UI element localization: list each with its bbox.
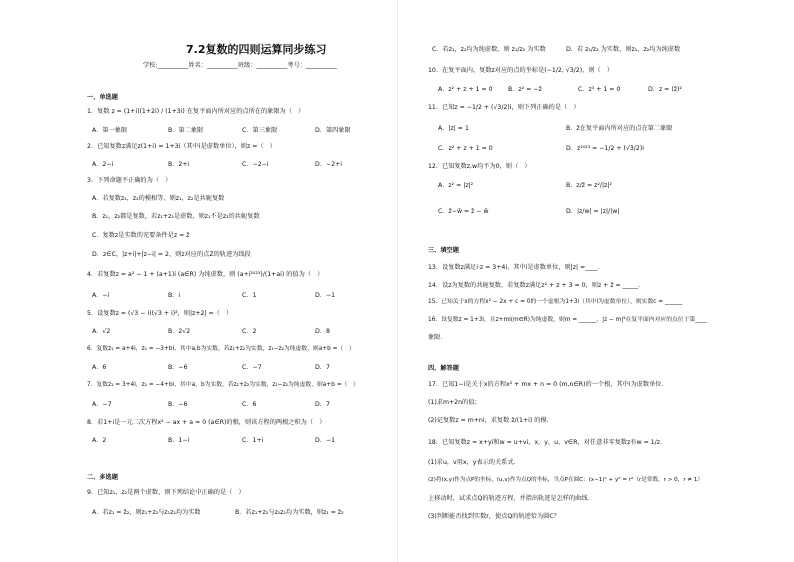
question-17: 17．已知1−i是关于x的方程x² + mx + n = 0 (m,n∈R)的一个根，其中i为虚数单位. bbox=[428, 381, 664, 388]
question-8: 8．若1+i是一元二次方程x² − ax + a = 0 (a∈R)的根，则该方程的两根之积为（ ） bbox=[87, 419, 326, 426]
q1-option-b: B．第二象限 bbox=[168, 127, 204, 134]
question-16-continued: 象限. bbox=[428, 334, 443, 341]
q4-option-a: A．−i bbox=[92, 292, 110, 299]
q7-option-a: A．−7 bbox=[92, 401, 112, 408]
q9-option-a: A．若z₁ = z̄₂，则z₁+z₂与z₁z₂均为实数 bbox=[92, 509, 201, 516]
question-18: 18．已知复数z = x+yi和w = u+vi，x，y，u，v∈R，对任意非零复数z有w = 1/z. bbox=[428, 439, 662, 446]
q4-option-d: D．−1 bbox=[315, 292, 336, 299]
q10-option-d: D．z = (z̄)² bbox=[648, 86, 682, 93]
question-12: 12．已知复数z,w均不为0，则（ ） bbox=[428, 163, 531, 170]
q3-option-b: B．z₁，z₂都是复数，若z₁+z₂是虚数，则z₁不是z₂的共轭复数 bbox=[92, 213, 260, 220]
q12-option-d: D．|z/w| = |z|/|w| bbox=[566, 208, 620, 215]
q6-option-b: B．−6 bbox=[168, 364, 188, 371]
question-18-part-1: (1)求u，v用x，y表示的关系式. bbox=[428, 459, 516, 466]
q2-option-d: D．−2+i bbox=[315, 161, 342, 168]
q11-option-d: D．z²⁰²³ = −1/2 + (√3/2)i bbox=[566, 145, 644, 152]
q12-option-b: B．z/z̄ = z²/|z|² bbox=[566, 182, 612, 189]
q5-option-b: B．2√2 bbox=[168, 328, 191, 335]
q10-option-b: B．z² = −z̄ bbox=[508, 86, 542, 93]
page-title: 7.2复数的四则运算同步练习 bbox=[186, 43, 327, 56]
section-heading-single-choice: 一、单选题 bbox=[87, 94, 118, 101]
q2-option-c: C．−2−i bbox=[242, 161, 269, 168]
q5-option-c: C．2 bbox=[242, 328, 257, 335]
q1-option-a: A．第一象限 bbox=[92, 127, 128, 134]
q6-option-c: C．−7 bbox=[242, 364, 262, 371]
q12-option-a: A．z² = |z|² bbox=[438, 182, 474, 189]
column-divider bbox=[397, 0, 398, 562]
q8-option-a: A．2 bbox=[92, 437, 107, 444]
q7-option-c: C．6 bbox=[242, 401, 257, 408]
question-18-part-2-continued: 上移动时，试求点Q的轨迹方程，并指出轨迹是怎样的曲线. bbox=[428, 495, 590, 502]
question-18-part-2: (2)将(x,y)作为点P的坐标，(u,v)作为点Q的坐标，当点P在圆C：(x−1)² + y² = r²（r是常数，r > 0，r ≠ 1） bbox=[428, 477, 704, 483]
q8-option-d: D．−1 bbox=[315, 437, 336, 444]
q8-option-b: B．1−i bbox=[168, 437, 190, 444]
q2-option-b: B．2+i bbox=[168, 161, 190, 168]
q11-option-a: A．|z| = 1 bbox=[438, 125, 469, 132]
q7-option-d: D．7 bbox=[315, 401, 330, 408]
q4-option-c: C．1 bbox=[242, 292, 257, 299]
q6-option-d: D．7 bbox=[315, 364, 330, 371]
q6-option-a: A．6 bbox=[92, 364, 107, 371]
question-10: 10．在复平面内，复数z对应的点的坐标是(−1/2, √3/2)，则（ ） bbox=[428, 67, 614, 74]
question-15: 15．已知关于x的方程x² − 2x + c = 0的一个虚根为1+3i（其中i为虚数单位），则实数c = ______ bbox=[428, 299, 683, 305]
q2-option-a: A．2−i bbox=[92, 161, 114, 168]
q10-option-c: C．z³ + 1 = 0 bbox=[578, 86, 621, 93]
q3-option-d: D．z∈C，|z+i|+|z−i| = 2，则z对应的点Z的轨迹为线段 bbox=[92, 251, 251, 258]
question-1: 1．复数 z = (1+i)(1+2i) / (1+3i) 在复平面内所对应的点所在的象限为（ ） bbox=[87, 108, 305, 115]
question-13: 13．设复数z满足i·z = 3+4i，其中i是虚数单位，则|z| =____. bbox=[428, 264, 600, 271]
q5-option-a: A．√2 bbox=[92, 328, 111, 335]
question-11: 11．已知z = −1/2 + (√3/2)i，则下列正确的是（ ） bbox=[428, 104, 580, 111]
q11-option-b: B．z̄在复平面内所对应的点在第二象限 bbox=[566, 125, 673, 132]
section-heading-solutions: 四、解答题 bbox=[428, 365, 459, 372]
q1-option-c: C．第三象限 bbox=[242, 127, 278, 134]
q4-option-b: B．i bbox=[168, 292, 181, 299]
section-heading-fill-blank: 三、填空题 bbox=[428, 247, 459, 254]
q9-option-b: B．若z₁+z₂与z₁z₂均为实数，则z₁ = z̄₂ bbox=[235, 509, 344, 516]
student-info-line: 学校:__________姓名：__________班级：__________考号：__________ bbox=[143, 62, 337, 69]
q7-option-b: B．−6 bbox=[168, 401, 188, 408]
question-18-part-3: (3)判断能否找到实数r，使点Q的轨迹恰为圆C？ bbox=[428, 513, 560, 520]
q8-option-c: C．1+i bbox=[242, 437, 264, 444]
q11-option-c: C．z² + z + 1 = 0 bbox=[438, 145, 493, 152]
q5-option-d: D．8 bbox=[315, 328, 330, 335]
question-4: 4．若复数z = a² − 1 + (a+1)i (a∈R) 为纯虚数，则 (a+i²⁰²³)/(1+ai) 的值为（ ） bbox=[87, 271, 324, 278]
question-16: 16．设复数z = 1+3i，且z+mi(m∈R)为纯虚数，则m = ______，|z − m|²在复平面内对应的点位于第____ bbox=[428, 317, 707, 323]
q10-option-a: A．z² + z + 1 = 0 bbox=[438, 86, 493, 93]
question-17-part-1: (1)求m+2n的值； bbox=[428, 399, 481, 406]
q3-option-c: C．复数z是实数的充要条件是z = z̄ bbox=[92, 232, 190, 239]
question-2: 2．已知复数z满足z(1+i) = 1+3i（其中i是虚数单位），则z =（ ） bbox=[87, 143, 276, 150]
question-7: 7．复数z₁ = 3+4i，z₂ = −4+bi，其中a，b为实数，若z₁+z₂为实数，z₁−z₂为纯虚数，则a+b =（ ） bbox=[87, 382, 359, 388]
q9-option-c: C．若z₁，z₂均为纯虚数，则 z₁/z₂ 为实数 bbox=[432, 46, 546, 53]
question-17-part-2: (2)记复数z = m+ni，求复数 z̄/(1+i) 的模. bbox=[428, 417, 549, 424]
question-5: 5．设复数z = (√3 − i)(√3 + i)²，则|z+2| =（ ） bbox=[87, 310, 233, 317]
q12-option-c: C．z̄−w̄ = z̄ − w̄ bbox=[438, 208, 489, 215]
q3-option-a: A．若复数z₁，z₂的模相等，则z₁，z₂是共轭复数 bbox=[92, 195, 225, 202]
question-9: 9．已知z₁，z₂是两个虚数，则下列结论中正确的是（ ） bbox=[87, 489, 245, 496]
q1-option-d: D．第四象限 bbox=[315, 127, 351, 134]
question-3: 3．下列命题不正确的为（ ） bbox=[87, 177, 172, 184]
q9-option-d: D．若 z₁/z₂ 为实数，则z₁，z₂均为纯虚数 bbox=[566, 46, 681, 53]
section-heading-multi-choice: 二、多选题 bbox=[87, 474, 118, 481]
question-6: 6．复数z₁ = a+4i，z₂ = −3+bi，其中a,b为实数，若z₁+z₂为实数，z₁−z₂为纯虚数，则a+b =（ ） bbox=[87, 346, 355, 352]
question-14: 14．设z为复数的共轭复数，若复数z满足z² + z + 3 = 0，则z + z̄ = _____. bbox=[428, 282, 641, 289]
